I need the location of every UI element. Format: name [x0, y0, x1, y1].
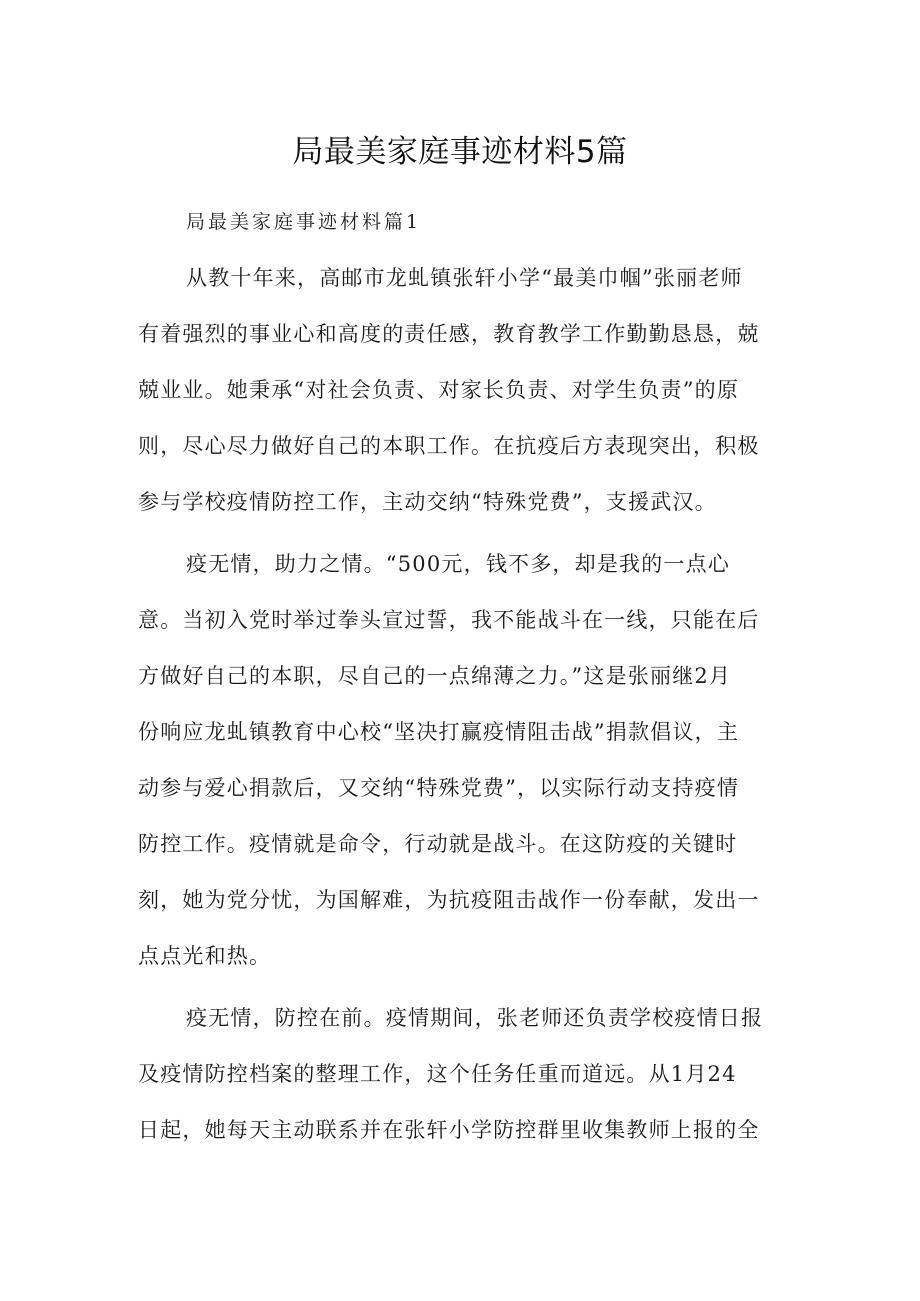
paragraph-line: 动参与爱心捐款后，又交纳“特殊党费”，以实际行动支持疫情 — [138, 776, 740, 800]
paragraph-line: 点点光和热。 — [138, 944, 272, 968]
paragraph-line: 有着强烈的事业心和高度的责任感，教育教学工作勤勤恳恳，兢 — [138, 322, 760, 346]
paragraph-line: 参与学校疫情防控工作，主动交纳“特殊党费”，支援武汉。 — [138, 490, 717, 514]
paragraph-line: 疫无情，助力之情。“500元，钱不多，却是我的一点心 — [186, 552, 731, 576]
paragraph-line: 及疫情防控档案的整理工作，这个任务任重而道远。从1月24 — [138, 1062, 737, 1086]
paragraph-line: 防控工作。疫情就是命令，行动就是战斗。在这防疫的关键时 — [138, 832, 738, 856]
paragraph-line: 从教十年来，高邮市龙虬镇张轩小学“最美巾帼”张丽老师 — [186, 266, 743, 290]
document-subtitle: 局最美家庭事迹材料篇1 — [186, 211, 422, 233]
paragraph-line: 刻，她为党分忧，为国解难，为抗疫阻击战作一份奉献，发出一 — [138, 888, 760, 912]
document-title: 局最美家庭事迹材料5篇 — [292, 134, 628, 170]
paragraph-line: 方做好自己的本职，尽自己的一点绵薄之力。”这是张丽继2月 — [138, 664, 732, 688]
paragraph-2 — [138, 536, 798, 984]
paragraph-line: 意。当初入党时举过拳头宣过誓，我不能战斗在一线，只能在后 — [138, 608, 760, 632]
paragraph-line: 兢业业。她秉承“对社会负责、对家长负责、对学生负责”的原 — [138, 378, 740, 402]
paragraph-3 — [138, 990, 798, 1158]
paragraph-line: 则，尽心尽力做好自己的本职工作。在抗疫后方表现突出，积极 — [138, 434, 760, 458]
paragraph-line: 份响应龙虬镇教育中心校“坚决打赢疫情阻击战”捐款倡议，主 — [138, 720, 740, 744]
paragraph-1 — [138, 250, 798, 530]
paragraph-line: 日起，她每天主动联系并在张轩小学防控群里收集教师上报的全 — [138, 1118, 760, 1142]
paragraph-line: 疫无情，防控在前。疫情期间，张老师还负责学校疫情日报 — [186, 1006, 764, 1030]
